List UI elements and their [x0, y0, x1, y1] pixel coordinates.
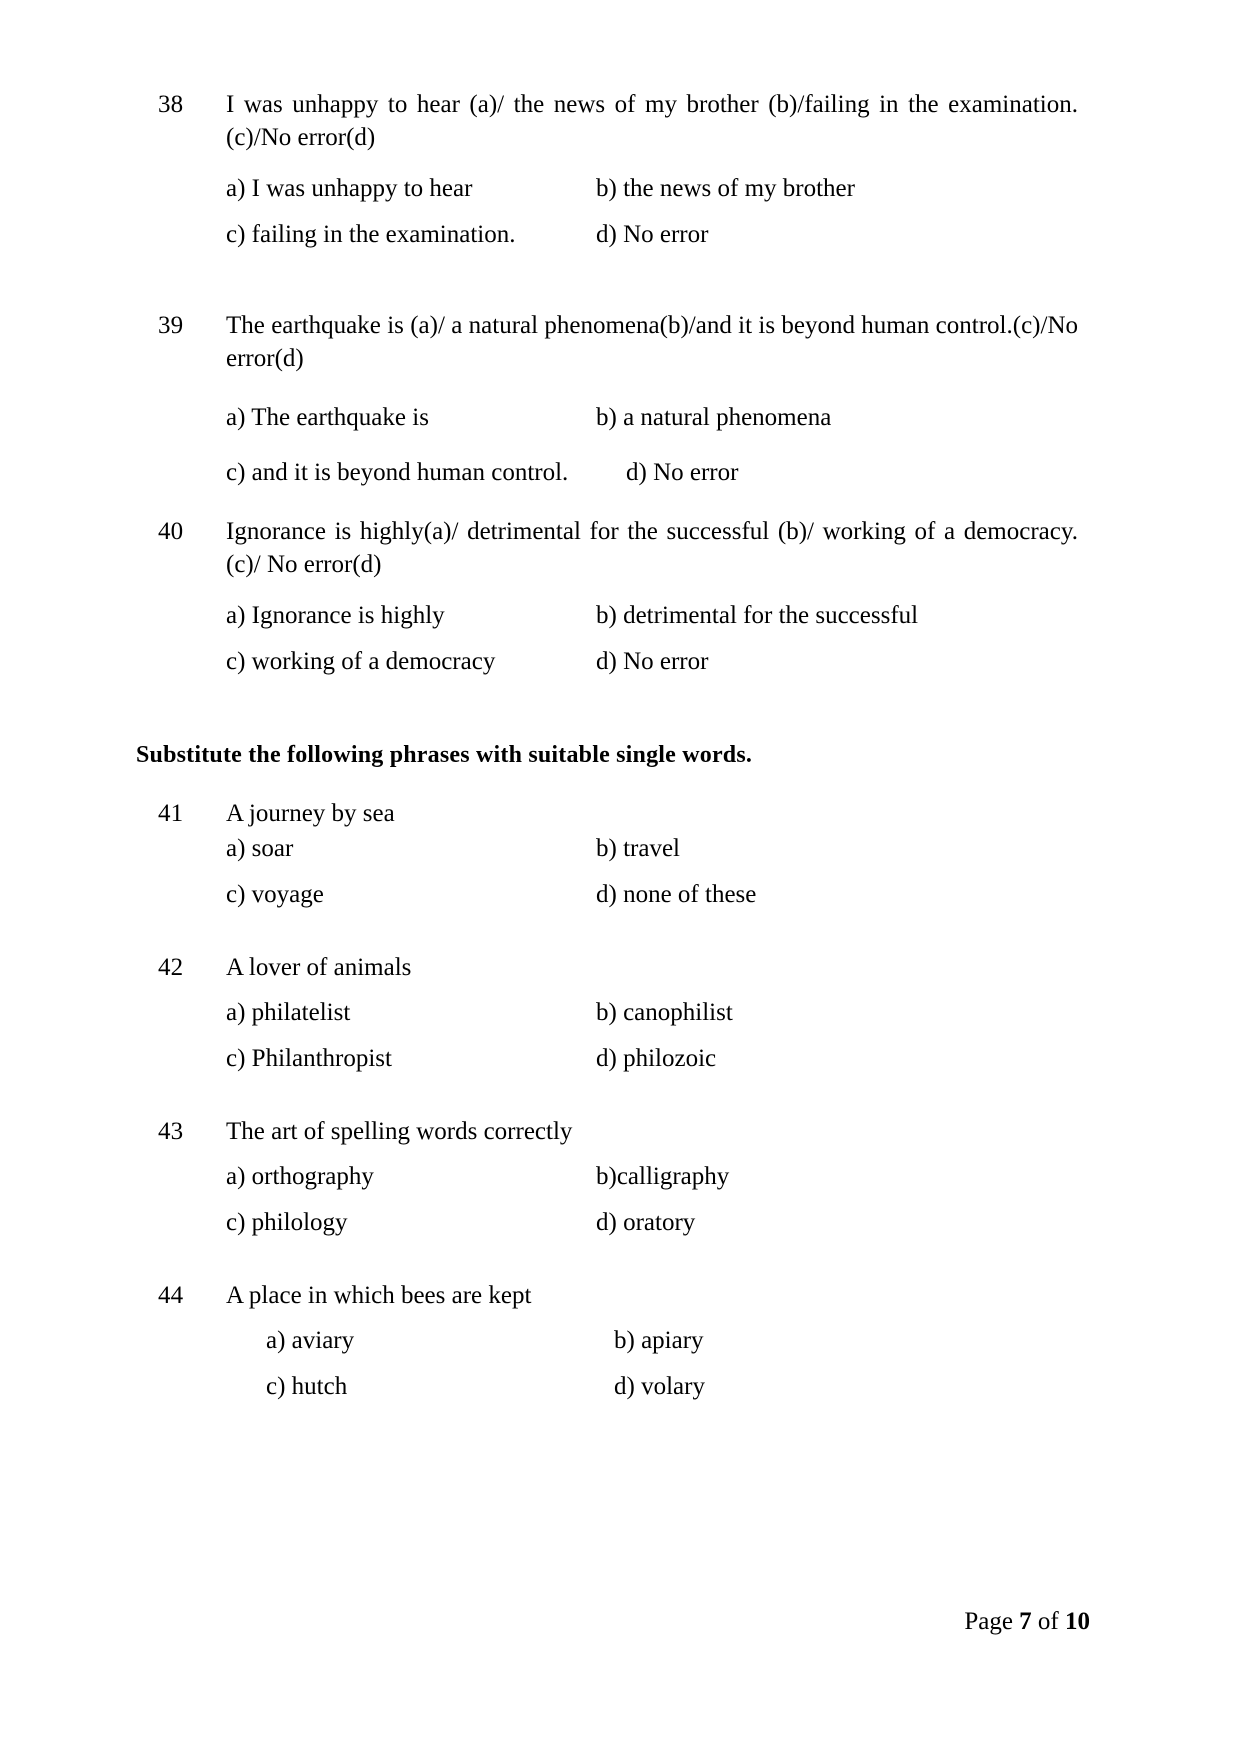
option-b[interactable]: b) a natural phenomena [596, 404, 832, 431]
question-header [158, 1115, 1078, 1148]
option-c[interactable]: c) philology [226, 1209, 348, 1237]
option-row [226, 1160, 1078, 1193]
question-block-41 [158, 797, 1078, 911]
option-c[interactable]: c) voyage [226, 881, 324, 909]
question-number: 41 [158, 800, 184, 828]
question-text: The earthquake is (a)/ a natural phenomena(b)/and it is beyond human control.(c)/No error(d) [226, 312, 1078, 372]
question-header [158, 1279, 1078, 1312]
option-a[interactable]: a) soar [226, 835, 294, 863]
question-block-44 [158, 1279, 1078, 1403]
option-row [226, 878, 1078, 911]
option-row [226, 645, 1078, 678]
option-row [226, 1206, 1078, 1239]
question-number: 39 [158, 312, 184, 339]
option-a[interactable]: a) Ignorance is highly [226, 602, 445, 629]
question-block-40 [158, 515, 1078, 678]
spacer [158, 1075, 1078, 1115]
option-row [226, 456, 1078, 489]
option-d[interactable]: d) No error [626, 459, 739, 486]
option-b[interactable]: b) canophilist [596, 999, 733, 1027]
spacer [158, 1239, 1078, 1279]
option-row [226, 599, 1078, 632]
option-a[interactable]: a) orthography [226, 1163, 374, 1191]
spacer [158, 489, 1078, 515]
question-header [158, 515, 1078, 581]
option-group [266, 1324, 1078, 1403]
option-row [226, 401, 1078, 434]
footer-page-label: Page [964, 1608, 1013, 1635]
footer-of-label: of [1037, 1608, 1059, 1635]
page-footer [0, 1607, 1090, 1637]
option-a[interactable]: a) aviary [266, 1327, 355, 1355]
question-block-43 [158, 1115, 1078, 1239]
option-row [226, 218, 1078, 251]
question-text: A journey by sea [226, 800, 395, 828]
option-row [226, 172, 1078, 205]
question-text: A lover of animals [226, 954, 412, 982]
question-header [158, 88, 1078, 154]
option-d[interactable]: d) No error [596, 221, 709, 248]
option-group [226, 401, 1078, 489]
spacer [158, 251, 1078, 309]
footer-page-number: 7 [1019, 1608, 1032, 1635]
question-header [158, 797, 1078, 830]
option-d[interactable]: d) No error [596, 648, 709, 675]
option-a[interactable]: a) I was unhappy to hear [226, 175, 473, 202]
option-group [226, 172, 1078, 251]
question-header [158, 309, 1078, 375]
option-row [226, 832, 1078, 865]
question-number: 44 [158, 1282, 184, 1310]
option-b[interactable]: b)calligraphy [596, 1163, 730, 1191]
option-d[interactable]: d) volary [614, 1373, 705, 1401]
option-a[interactable]: a) The earthquake is [226, 404, 429, 431]
option-row [226, 996, 1078, 1029]
option-group [226, 599, 1078, 678]
question-block-38 [158, 88, 1078, 251]
page-content [136, 88, 1078, 1403]
question-text: I was unhappy to hear (a)/ the news of my brother (b)/failing in the examination. (c)/No error(d) [226, 91, 1078, 151]
question-text: Ignorance is highly(a)/ detrimental for the successful (b)/ working of a democracy.(c)/ No error(d) [226, 518, 1078, 578]
question-text: The art of spelling words correctly [226, 1118, 573, 1146]
question-block-39 [158, 309, 1078, 489]
question-number: 43 [158, 1118, 184, 1146]
option-row [226, 1042, 1078, 1075]
question-number: 40 [158, 518, 184, 545]
question-number: 42 [158, 954, 184, 982]
spacer [158, 771, 1078, 797]
option-row [266, 1324, 1078, 1357]
option-group [226, 1160, 1078, 1239]
option-c[interactable]: c) failing in the examination. [226, 221, 516, 248]
option-b[interactable]: b) the news of my brother [596, 175, 855, 202]
option-c[interactable]: c) Philanthropist [226, 1045, 392, 1073]
option-d[interactable]: d) philozoic [596, 1045, 717, 1073]
option-row [266, 1370, 1078, 1403]
option-c[interactable]: c) hutch [266, 1373, 348, 1401]
option-group [226, 832, 1078, 911]
question-number: 38 [158, 91, 184, 118]
section-heading: Substitute the following phrases with suitable single words. [136, 742, 753, 768]
question-header [158, 951, 1078, 984]
option-c[interactable]: c) working of a democracy [226, 648, 496, 675]
option-c[interactable]: c) and it is beyond human control. [226, 459, 569, 486]
option-d[interactable]: d) none of these [596, 881, 757, 909]
spacer [158, 911, 1078, 951]
footer-page-total: 10 [1065, 1608, 1090, 1635]
option-b[interactable]: b) detrimental for the successful [596, 602, 919, 629]
option-a[interactable]: a) philatelist [226, 999, 351, 1027]
spacer [158, 678, 1078, 740]
option-group [226, 996, 1078, 1075]
question-text: A place in which bees are kept [226, 1282, 532, 1310]
option-d[interactable]: d) oratory [596, 1209, 696, 1237]
question-block-42 [158, 951, 1078, 1075]
option-b[interactable]: b) apiary [614, 1327, 704, 1355]
option-b[interactable]: b) travel [596, 835, 680, 863]
